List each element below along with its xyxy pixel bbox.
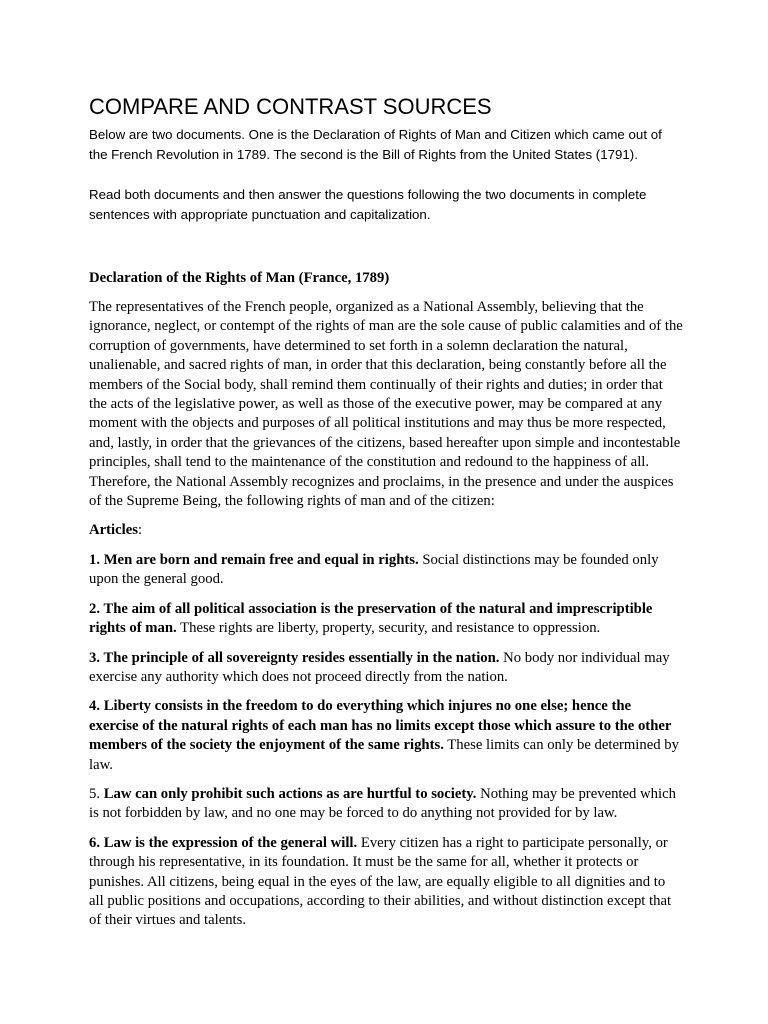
articles-label-text: Articles xyxy=(89,522,138,539)
page-title: COMPARE AND CONTRAST SOURCES xyxy=(89,94,492,119)
article-1 xyxy=(89,551,683,590)
article-2 xyxy=(89,600,683,639)
article-text: These rights are liberty, property, security, and resistance to oppression. xyxy=(176,620,601,637)
article-number: 1. xyxy=(89,551,104,568)
article-text: Every citizen has a right to participate personally, or through his representative, in its foundation. It must be the same for all, whether it protects or punishes. All citizens, being equal in the eyes of the law, are equally eligible to all dignities and to all public positions and occupations, according to their abilities, and without distinction except that of their virtues and talents. xyxy=(89,834,672,929)
articles-label-colon: : xyxy=(137,522,143,539)
article-number: 4. xyxy=(89,698,104,715)
article-text: These limits can only be determined by law. xyxy=(89,737,679,773)
article-principle: Law can only prohibit such actions as are hurtful to society. xyxy=(103,785,477,802)
document-page xyxy=(89,92,683,931)
article-4 xyxy=(89,697,683,775)
article-principle: The principle of all sovereignty resides essentially in the nation. xyxy=(103,649,500,666)
article-number: 2. xyxy=(89,600,104,617)
article-text: No body nor individual may exercise any authority which does not proceed directly from the nation. xyxy=(89,649,670,685)
article-number: 6. xyxy=(89,834,104,851)
article-5 xyxy=(89,785,683,824)
declaration-heading: Declaration of the Rights of Man (France, 1789) xyxy=(89,270,390,286)
article-principle: The aim of all political association is the preservation of the natural and imprescriptible rights of man. xyxy=(89,600,653,637)
article-principle: Liberty consists in the freedom to do everything which injures no one else; hence the exercise of the natural rights of each man has no limits except those which assure to the other members of the society the enjoyment of the same rights. xyxy=(89,698,672,754)
article-6 xyxy=(89,834,683,931)
article-3 xyxy=(89,649,683,688)
instructions-paragraph: Read both documents and then answer the questions following the two documents in complete sentences with appropriate punctuation and capitalization. xyxy=(89,187,647,222)
article-number: 5. xyxy=(89,785,104,802)
article-text: Nothing may be prevented which is not forbidden by law, and no one may be forced to do anything not provided for by law. xyxy=(89,785,676,822)
article-number: 3. xyxy=(89,649,104,666)
article-principle: Men are born and remain free and equal in rights. xyxy=(103,551,419,568)
article-text: Social distinctions may be founded only upon the general good. xyxy=(89,551,659,588)
articles-label xyxy=(89,521,683,540)
declaration-preamble: The representatives of the French people, organized as a National Assembly, believing that the ignorance, neglect, or contempt of the rights of man are the sole cause of public calamities and of the corruption of governments, have determined to set forth in a solemn declaration the natural, unalienable, and sacred rights of man, in order that this declaration, being constantly before all the members of the Social body, shall remind them continually of their rights and duties; in order that the acts of the legislative power, as well as those of the executive power, may be compared at any moment with the objects and purposes of all political institutions and may thus be more respected, and, lastly, in order that the grievances of the citizens, based hereafter upon simple and incontestable principles, shall tend to the maintenance of the constitution and redound to the happiness of all. Therefore, the National Assembly recognizes and proclaims, in the presence and under the auspices of the Supreme Being, the following rights of man and of the citizen: xyxy=(89,299,683,510)
intro-paragraph: Below are two documents. One is the Declaration of Rights of Man and Citizen which came out of the French Revolution in 1789. The second is the Bill of Rights from the United States (1791). xyxy=(89,127,662,162)
article-principle: Law is the expression of the general will. xyxy=(103,834,358,851)
